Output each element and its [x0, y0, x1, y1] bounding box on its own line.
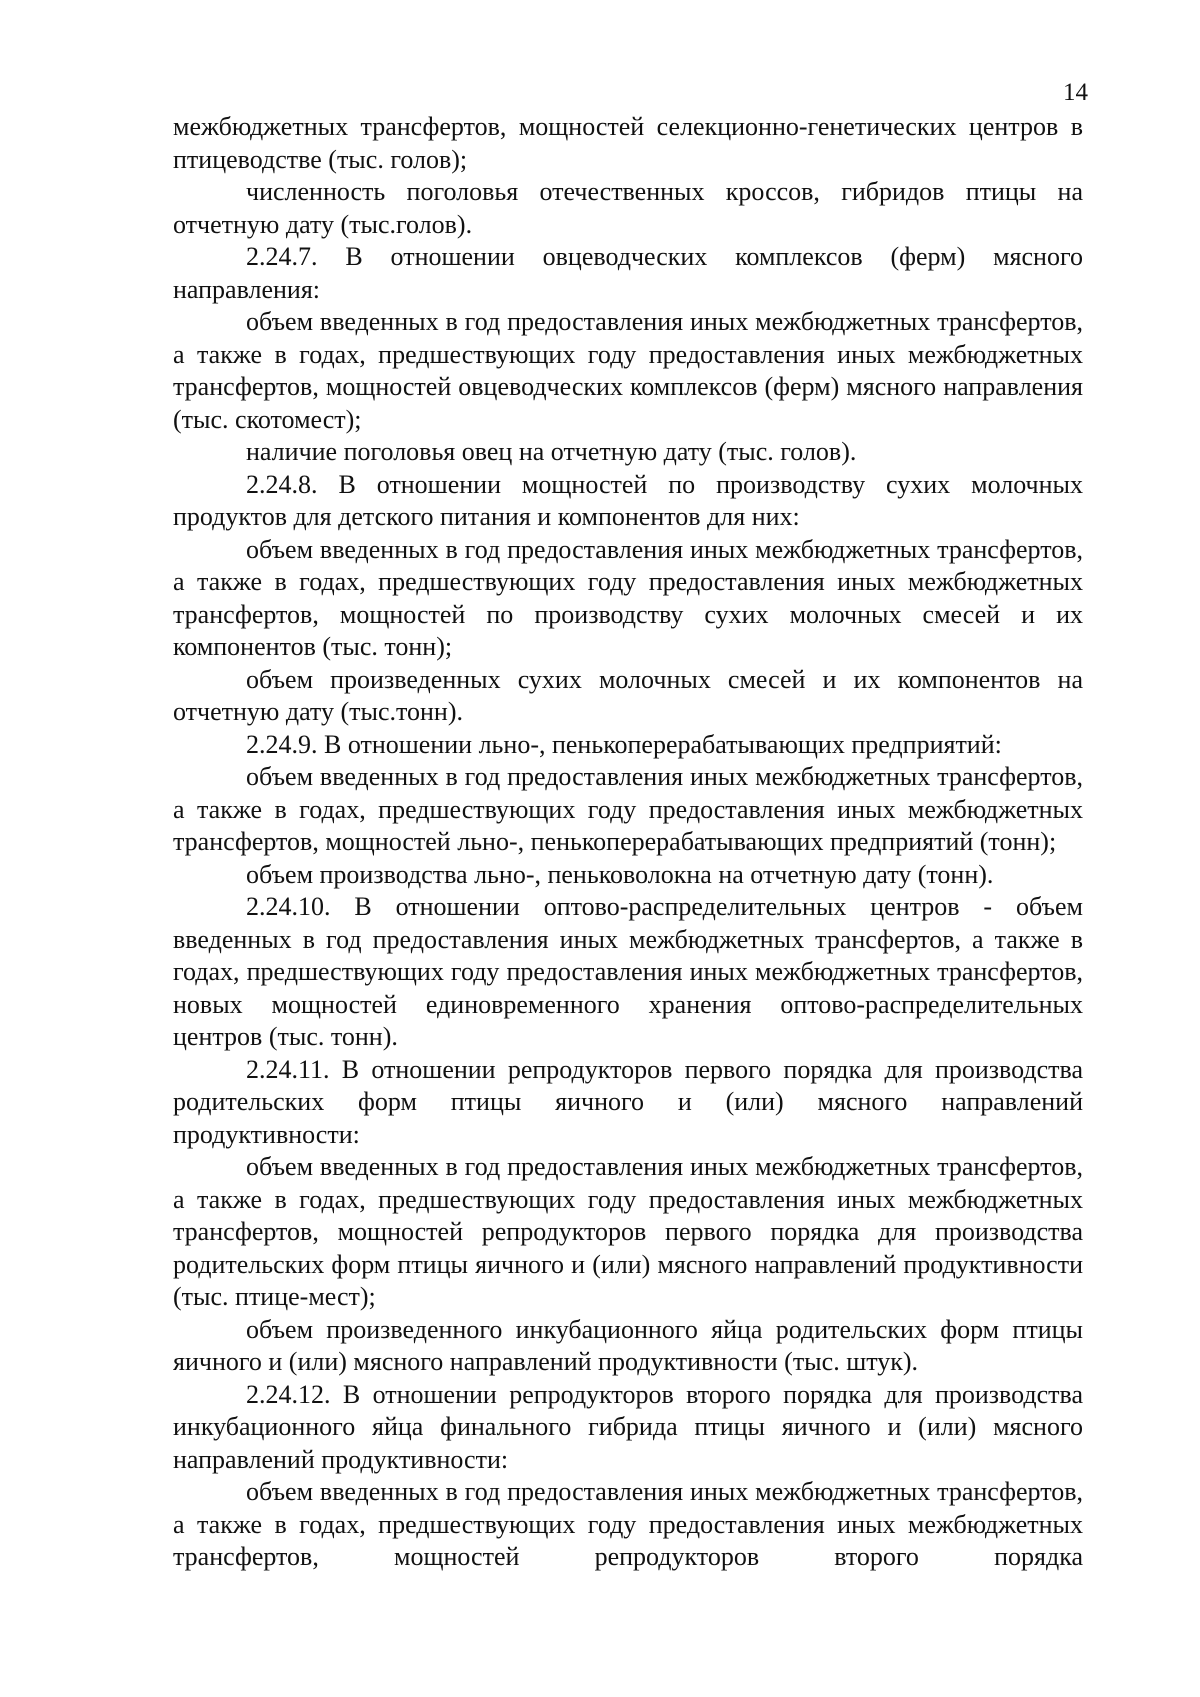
paragraph: межбюджетных трансфертов, мощностей селекционно-генетических центров в птицеводстве (тыс. голов); — [173, 112, 1083, 174]
section-heading-2-24-7: 2.24.7. В отношении овцеводческих комплексов (ферм) мясного направления: — [173, 242, 1083, 304]
section-2-24-10: 2.24.10. В отношении оптово-распределительных центров - объем введенных в год предоставления иных межбюджетных трансфертов, а также в годах, предшествующих году предоставления иных межбюджетных трансфертов, новых мощностей единовременного хранения оптово-распределительных центров (тыс. тонн). — [173, 892, 1083, 1051]
paragraph: объем введенных в год предоставления иных межбюджетных трансфертов, а также в годах, предшествующих году предоставления иных межбюджетных трансфертов, мощностей овцеводческих комплексов (ферм) мясного направления (тыс. скотомест); — [173, 307, 1083, 434]
paragraph: объем производства льно-, пеньковолокна на отчетную дату (тонн). — [246, 859, 994, 889]
paragraph: объем введенных в год предоставления иных межбюджетных трансфертов, а также в годах, предшествующих году предоставления иных межбюджетных трансфертов, мощностей по производству сухих молочных смесей и их компонентов (тыс. тонн); — [173, 534, 1083, 661]
paragraph: объем введенных в год предоставления иных межбюджетных трансфертов, а также в годах, предшествующих году предоставления иных межбюджетных трансфертов, мощностей льно-, пенькоперерабатывающих предприятий (тонн); — [173, 762, 1083, 856]
paragraph: наличие поголовья овец на отчетную дату (тыс. голов). — [246, 437, 857, 466]
document-body — [173, 111, 1083, 1574]
paragraph: объем произведенного инкубационного яйца родительских форм птицы яичного и (или) мясного направлений продуктивности (тыс. штук). — [173, 1314, 1083, 1376]
page-number: 14 — [1063, 79, 1088, 106]
section-heading-2-24-9: 2.24.9. В отношении льно-, пенькоперерабатывающих предприятий: — [246, 729, 1002, 759]
paragraph: объем введенных в год предоставления иных межбюджетных трансфертов, а также в годах, предшествующих году предоставления иных межбюджетных трансфертов, мощностей репродукторов второго порядка — [173, 1477, 1083, 1571]
paragraph: объем введенных в год предоставления иных межбюджетных трансфертов, а также в годах, предшествующих году предоставления иных межбюджетных трансфертов, мощностей репродукторов первого порядка для производства родительских форм птицы яичного и (или) мясного направлений продуктивности (тыс. птице-мест); — [173, 1152, 1083, 1311]
section-heading-2-24-8: 2.24.8. В отношении мощностей по производству сухих молочных продуктов для детского питания и компонентов для них: — [173, 469, 1083, 531]
paragraph: объем произведенных сухих молочных смесей и их компонентов на отчетную дату (тыс.тонн). — [173, 664, 1083, 726]
section-heading-2-24-11: 2.24.11. В отношении репродукторов первого порядка для производства родительских форм птицы яичного и (или) мясного направлений продуктивности: — [173, 1054, 1083, 1149]
section-heading-2-24-12: 2.24.12. В отношении репродукторов второго порядка для производства инкубационного яйца финального гибрида птицы яичного и (или) мясного направлений продуктивности: — [173, 1379, 1083, 1474]
paragraph: численность поголовья отечественных кроссов, гибридов птицы на отчетную дату (тыс.голов). — [173, 177, 1083, 239]
